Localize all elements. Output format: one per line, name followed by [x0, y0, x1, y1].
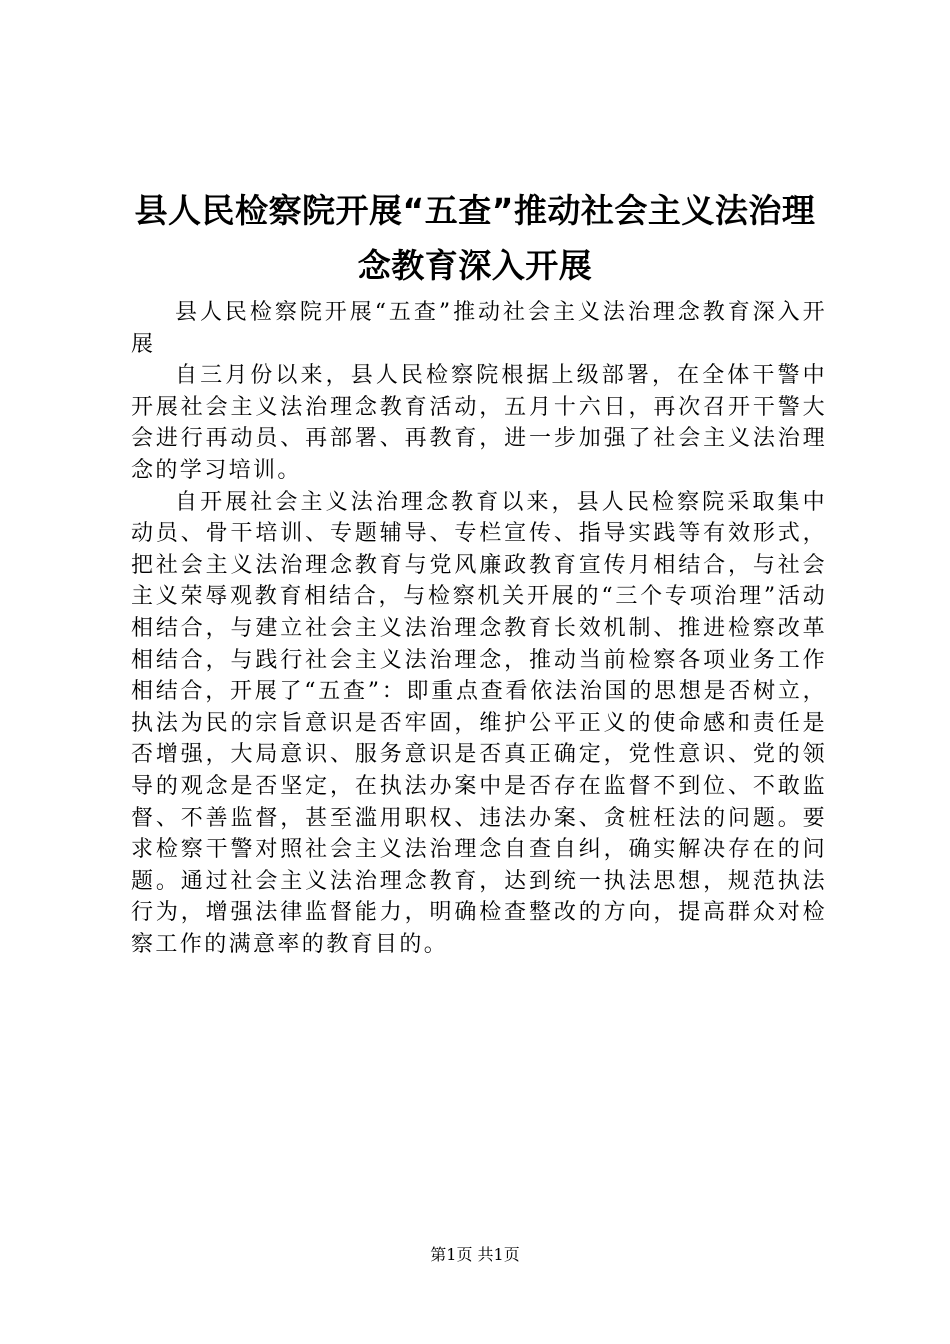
page-number-footer: 第1页 共1页: [430, 1245, 520, 1264]
document-title: 县人民检察院开展“五查”推动社会主义法治理念教育深入开展: [134, 191, 816, 285]
paragraph-five-checks: 自开展社会主义法治理念教育以来，县人民检察院采取集中动员、骨干培训、专题辅导、专栏宣传、指导实践等有效形式，把社会主义法治理念教育与党风廉政教育宣传月相结合，与社会主义荣辱观教育相结合，与检察机关开展的“三个专项治理”活动相结合，与建立社会主义法治理念教育长效机制、推进检察改革相结合，与践行社会主义法治理念，推动当前检察各项业务工作相结合，开展了“五查”：即重点查看依法治国的思想是否树立，执法为民的宗旨意识是否牢固，维护公平正义的使命感和责任是否增强，大局意识、服务意识是否真正确定，党性意识、党的领导的观念是否坚定，在执法办案中是否存在监督不到位、不敢监督、不善监督，甚至滥用职权、违法办案、贪桩枉法的问题。要求检察干警对照社会主义法治理念自查自纠，确实解决存在的问题。通过社会主义法治理念教育，达到统一执法思想，规范执法行为，增强法律监督能力，明确检查整改的方向，提高群众对检察工作的满意率的教育目的。: [131, 489, 827, 957]
paragraph-heading-repeat: 县人民检察院开展“五查”推动社会主义法治理念教育深入开展: [131, 300, 827, 357]
document-body: [131, 297, 827, 960]
paragraph-background: 自三月份以来，县人民检察院根据上级部署，在全体干警中开展社会主义法治理念教育活动，五月十六日，再次召开干警大会进行再动员、再部署、再教育，进一步加强了社会主义法治理念的学习培训。: [131, 363, 827, 483]
